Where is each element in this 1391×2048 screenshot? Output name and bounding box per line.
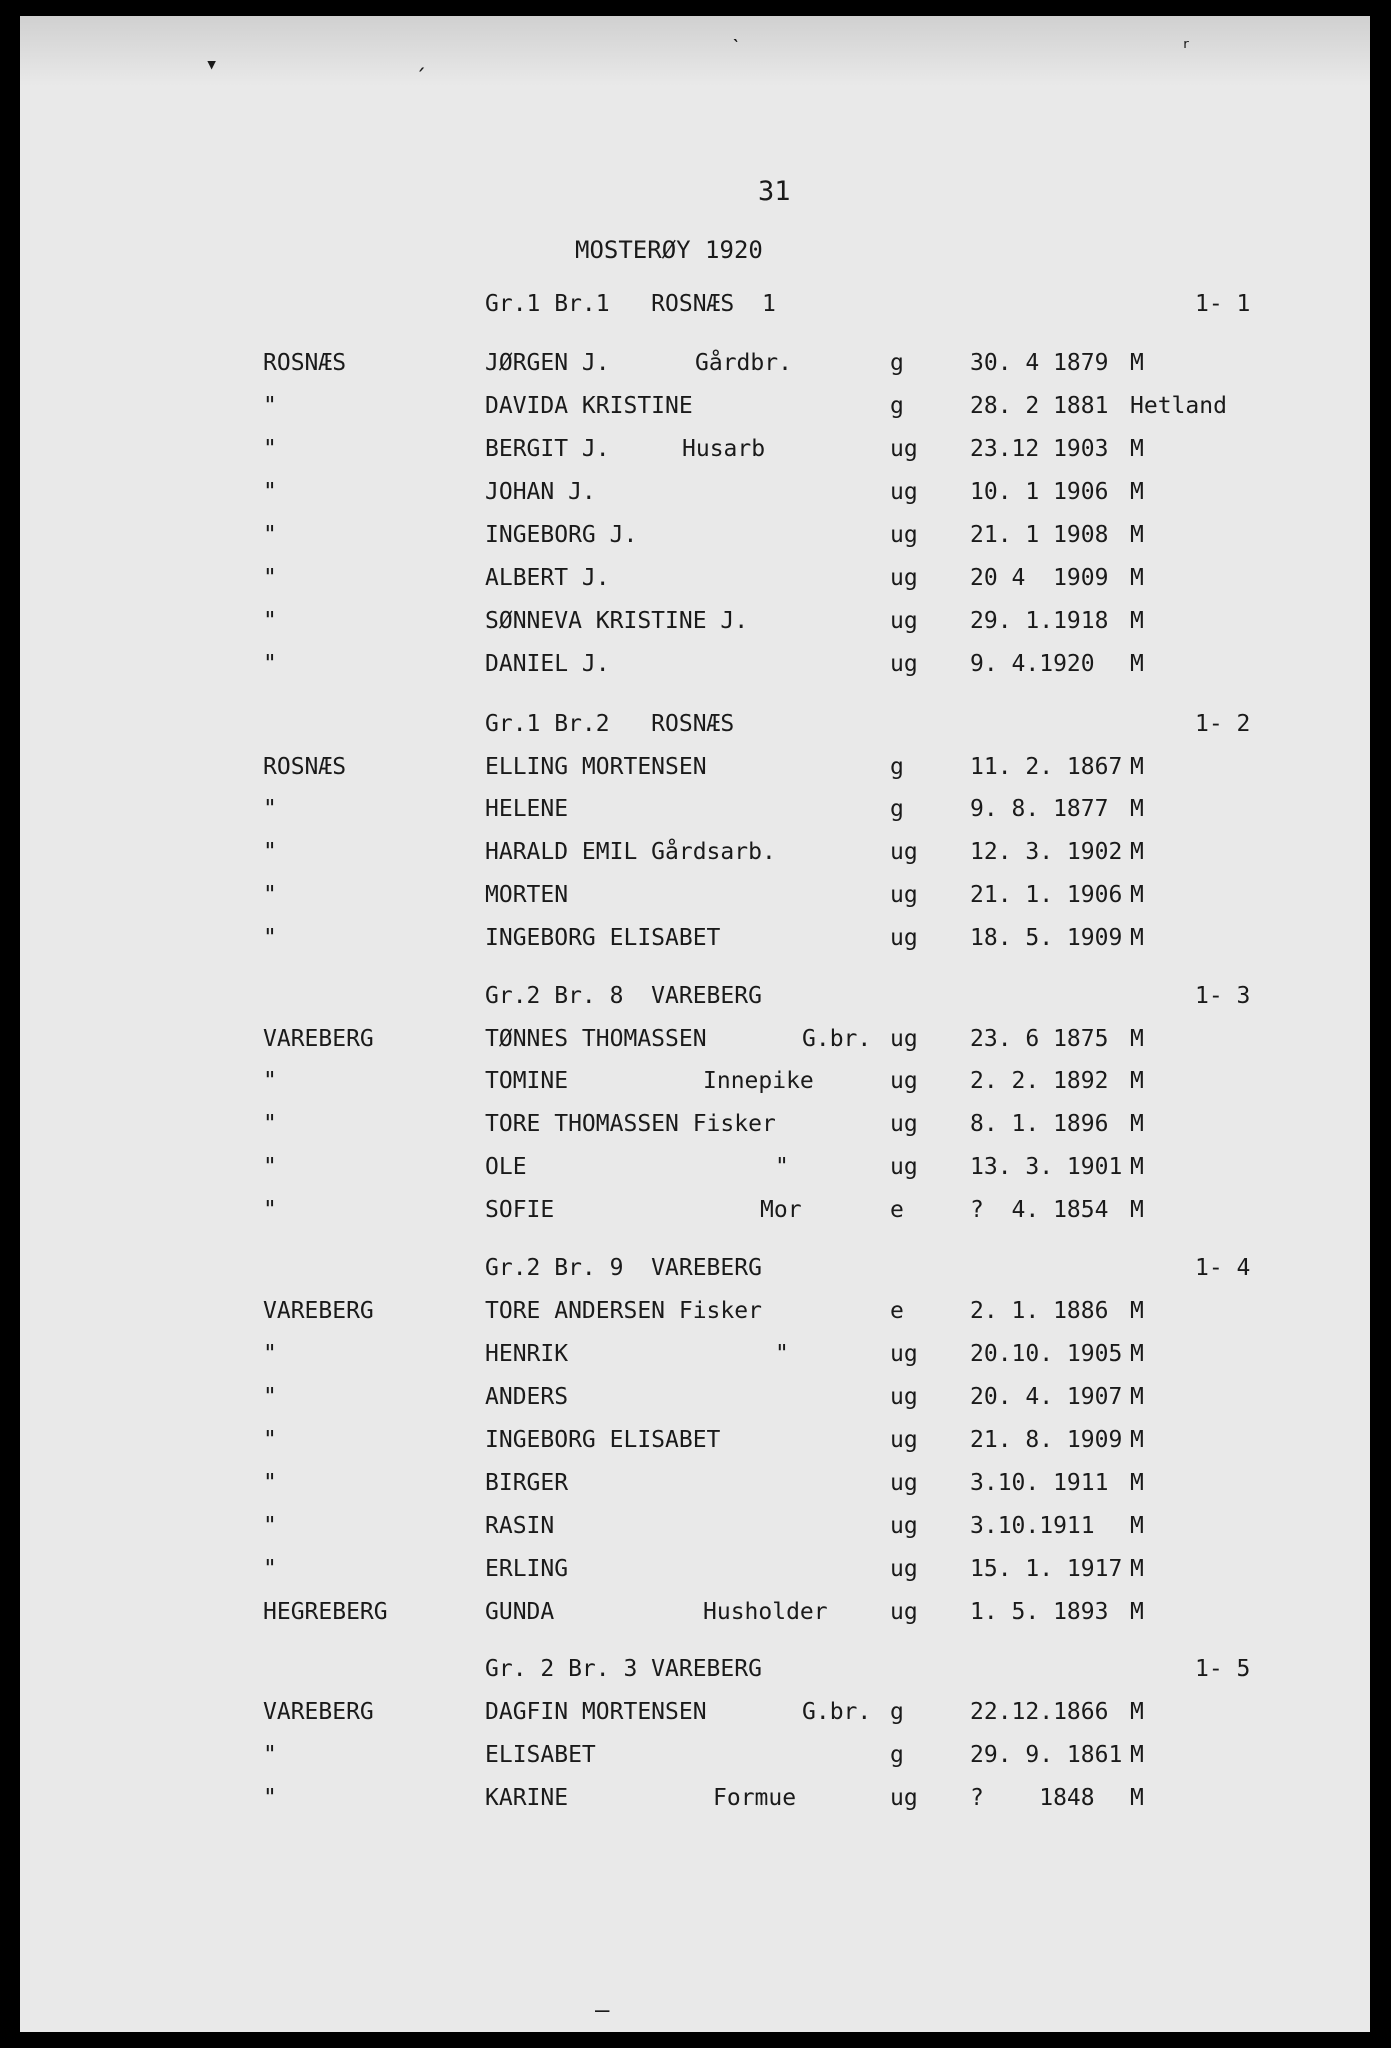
place-cell: HEGREBERG bbox=[263, 1599, 388, 1625]
birth-date-cell: 11. 2. 1867 bbox=[970, 754, 1123, 780]
name-cell: DAVIDA KRISTINE bbox=[485, 393, 693, 419]
place-cell: " bbox=[263, 1068, 277, 1094]
name-cell: ALBERT J. bbox=[485, 565, 610, 591]
birth-date-cell: 3.10. 1911 bbox=[970, 1470, 1109, 1496]
name-cell: KARINE bbox=[485, 1785, 569, 1811]
name-cell: ERLING bbox=[485, 1556, 569, 1582]
residence-cell: M bbox=[1130, 1785, 1144, 1811]
occupation-cell: Husholder bbox=[703, 1599, 828, 1625]
household-number: 1- 4 bbox=[1195, 1255, 1251, 1281]
residence-cell: M bbox=[1130, 1298, 1144, 1324]
household-group-label: Gr.1 Br.1 ROSNÆS 1 bbox=[485, 291, 776, 317]
name-cell: TØNNES THOMASSEN bbox=[485, 1026, 707, 1052]
birth-date-cell: 3.10.1911 bbox=[970, 1513, 1095, 1539]
occupation-cell: G.br. bbox=[802, 1026, 872, 1052]
place-cell: " bbox=[263, 1197, 277, 1223]
occupation-cell: Mor bbox=[760, 1197, 802, 1223]
marital-status-cell: ug bbox=[890, 1427, 918, 1453]
person-row bbox=[20, 522, 1370, 556]
person-row bbox=[20, 479, 1370, 513]
name-cell: JOHAN J. bbox=[485, 479, 596, 505]
household-group-label: Gr.1 Br.2 ROSNÆS bbox=[485, 711, 735, 737]
name-cell: INGEBORG ELISABET bbox=[485, 925, 721, 951]
person-row bbox=[20, 350, 1370, 384]
place-cell: " bbox=[263, 608, 277, 634]
residence-cell: M bbox=[1130, 565, 1144, 591]
birth-date-cell: 13. 3. 1901 bbox=[970, 1154, 1123, 1180]
occupation-cell: Gårdbr. bbox=[695, 350, 792, 376]
marital-status-cell: ug bbox=[890, 839, 918, 865]
residence-cell: M bbox=[1130, 1384, 1144, 1410]
marital-status-cell: ug bbox=[890, 925, 918, 951]
residence-cell: M bbox=[1130, 1742, 1144, 1768]
person-row bbox=[20, 1556, 1370, 1590]
person-row bbox=[20, 1384, 1370, 1418]
document-page bbox=[20, 16, 1370, 2032]
person-row bbox=[20, 1785, 1370, 1819]
person-row bbox=[20, 1427, 1370, 1461]
marital-status-cell: g bbox=[890, 796, 904, 822]
residence-cell: M bbox=[1130, 925, 1144, 951]
marital-status-cell: ug bbox=[890, 436, 918, 462]
name-cell: BIRGER bbox=[485, 1470, 569, 1496]
scan-speck: ˏ bbox=[415, 46, 429, 71]
household-number: 1- 1 bbox=[1195, 291, 1251, 317]
name-cell: DAGFIN MORTENSEN bbox=[485, 1699, 707, 1725]
person-row bbox=[20, 651, 1370, 685]
marital-status-cell: ug bbox=[890, 608, 918, 634]
footer-mark: — bbox=[595, 1996, 610, 2024]
residence-cell: M bbox=[1130, 1026, 1144, 1052]
person-row bbox=[20, 1026, 1370, 1060]
name-cell: TOMINE bbox=[485, 1068, 569, 1094]
birth-date-cell: 2. 2. 1892 bbox=[970, 1068, 1109, 1094]
name-cell: HARALD EMIL Gårdsarb. bbox=[485, 839, 776, 865]
residence-cell: M bbox=[1130, 1470, 1144, 1496]
place-cell: VAREBERG bbox=[263, 1026, 374, 1052]
person-row bbox=[20, 1513, 1370, 1547]
scan-speck: ˋ bbox=[730, 36, 744, 61]
place-cell: " bbox=[263, 796, 277, 822]
birth-date-cell: 9. 8. 1877 bbox=[970, 796, 1109, 822]
household-number: 1- 2 bbox=[1195, 711, 1251, 737]
residence-cell: M bbox=[1130, 1556, 1144, 1582]
occupation-cell: Formue bbox=[713, 1785, 797, 1811]
place-cell: " bbox=[263, 1341, 277, 1367]
household-group-label: Gr.2 Br. 9 VAREBERG bbox=[485, 1255, 762, 1281]
residence-cell: M bbox=[1130, 1699, 1144, 1725]
name-cell: HENRIK bbox=[485, 1341, 569, 1367]
place-cell: " bbox=[263, 1154, 277, 1180]
marital-status-cell: ug bbox=[890, 1111, 918, 1137]
place-cell: " bbox=[263, 651, 277, 677]
birth-date-cell: 22.12.1866 bbox=[970, 1699, 1109, 1725]
marital-status-cell: ug bbox=[890, 522, 918, 548]
name-cell: TORE THOMASSEN Fisker bbox=[485, 1111, 776, 1137]
place-cell: " bbox=[263, 436, 277, 462]
residence-cell: M bbox=[1130, 1197, 1144, 1223]
residence-cell: M bbox=[1130, 1154, 1144, 1180]
name-cell: JØRGEN J. bbox=[485, 350, 610, 376]
person-row bbox=[20, 565, 1370, 599]
residence-cell: M bbox=[1130, 1068, 1144, 1094]
name-cell: RASIN bbox=[485, 1513, 555, 1539]
place-cell: " bbox=[263, 1470, 277, 1496]
residence-cell: M bbox=[1130, 436, 1144, 462]
marital-status-cell: ug bbox=[890, 479, 918, 505]
birth-date-cell: 15. 1. 1917 bbox=[970, 1556, 1123, 1582]
birth-date-cell: 30. 4 1879 bbox=[970, 350, 1109, 376]
birth-date-cell: 29. 1.1918 bbox=[970, 608, 1109, 634]
residence-cell: M bbox=[1130, 754, 1144, 780]
person-row bbox=[20, 1068, 1370, 1102]
document-title: MOSTERØY 1920 bbox=[575, 236, 763, 264]
place-cell: " bbox=[263, 1742, 277, 1768]
place-cell: " bbox=[263, 1556, 277, 1582]
person-row bbox=[20, 1470, 1370, 1504]
scan-speck: ʳ bbox=[1180, 36, 1194, 61]
occupation-cell: Husarb bbox=[682, 436, 766, 462]
marital-status-cell: e bbox=[890, 1298, 904, 1324]
residence-cell: M bbox=[1130, 1427, 1144, 1453]
person-row bbox=[20, 882, 1370, 916]
birth-date-cell: 2. 1. 1886 bbox=[970, 1298, 1109, 1324]
occupation-cell: " bbox=[775, 1154, 789, 1180]
residence-cell: M bbox=[1130, 1599, 1144, 1625]
person-row bbox=[20, 839, 1370, 873]
place-cell: VAREBERG bbox=[263, 1699, 374, 1725]
household-header bbox=[20, 1656, 1370, 1690]
household-header bbox=[20, 711, 1370, 745]
person-row bbox=[20, 1341, 1370, 1375]
marital-status-cell: ug bbox=[890, 1556, 918, 1582]
residence-cell: M bbox=[1130, 479, 1144, 505]
place-cell: ROSNÆS bbox=[263, 754, 347, 780]
marital-status-cell: ug bbox=[890, 1513, 918, 1539]
residence-cell: M bbox=[1130, 608, 1144, 634]
household-header bbox=[20, 983, 1370, 1017]
name-cell: SØNNEVA KRISTINE J. bbox=[485, 608, 749, 634]
person-row bbox=[20, 1742, 1370, 1776]
birth-date-cell: 20. 4. 1907 bbox=[970, 1384, 1123, 1410]
birth-date-cell: 20 4 1909 bbox=[970, 565, 1109, 591]
birth-date-cell: 10. 1 1906 bbox=[970, 479, 1109, 505]
place-cell: " bbox=[263, 882, 277, 908]
person-row bbox=[20, 925, 1370, 959]
scan-speck: ▾ bbox=[205, 52, 219, 77]
marital-status-cell: g bbox=[890, 1742, 904, 1768]
place-cell: " bbox=[263, 839, 277, 865]
household-group-label: Gr. 2 Br. 3 VAREBERG bbox=[485, 1656, 762, 1682]
marital-status-cell: ug bbox=[890, 1026, 918, 1052]
name-cell: ELISABET bbox=[485, 1742, 596, 1768]
person-row bbox=[20, 754, 1370, 788]
marital-status-cell: g bbox=[890, 350, 904, 376]
birth-date-cell: 20.10. 1905 bbox=[970, 1341, 1123, 1367]
place-cell: " bbox=[263, 522, 277, 548]
household-header bbox=[20, 1255, 1370, 1289]
residence-cell: M bbox=[1130, 651, 1144, 677]
residence-cell: M bbox=[1130, 1513, 1144, 1539]
birth-date-cell: 1. 5. 1893 bbox=[970, 1599, 1109, 1625]
occupation-cell: Innepike bbox=[703, 1068, 814, 1094]
place-cell: " bbox=[263, 1513, 277, 1539]
residence-cell: M bbox=[1130, 882, 1144, 908]
person-row bbox=[20, 1111, 1370, 1145]
marital-status-cell: ug bbox=[890, 1384, 918, 1410]
person-row bbox=[20, 1699, 1370, 1733]
marital-status-cell: g bbox=[890, 393, 904, 419]
residence-cell: M bbox=[1130, 1341, 1144, 1367]
name-cell: BERGIT J. bbox=[485, 436, 610, 462]
birth-date-cell: 21. 1. 1906 bbox=[970, 882, 1123, 908]
marital-status-cell: ug bbox=[890, 1470, 918, 1496]
name-cell: ELLING MORTENSEN bbox=[485, 754, 707, 780]
household-number: 1- 3 bbox=[1195, 983, 1251, 1009]
birth-date-cell: ? 4. 1854 bbox=[970, 1197, 1109, 1223]
name-cell: HELENE bbox=[485, 796, 569, 822]
residence-cell: M bbox=[1130, 839, 1144, 865]
person-row bbox=[20, 1154, 1370, 1188]
name-cell: INGEBORG J. bbox=[485, 522, 638, 548]
residence-cell: M bbox=[1130, 796, 1144, 822]
household-number: 1- 5 bbox=[1195, 1656, 1251, 1682]
person-row bbox=[20, 1298, 1370, 1332]
person-row bbox=[20, 436, 1370, 470]
occupation-cell: " bbox=[775, 1341, 789, 1367]
birth-date-cell: 8. 1. 1896 bbox=[970, 1111, 1109, 1137]
name-cell: OLE bbox=[485, 1154, 527, 1180]
marital-status-cell: ug bbox=[890, 882, 918, 908]
birth-date-cell: 23. 6 1875 bbox=[970, 1026, 1109, 1052]
household-group-label: Gr.2 Br. 8 VAREBERG bbox=[485, 983, 762, 1009]
place-cell: " bbox=[263, 925, 277, 951]
birth-date-cell: 21. 8. 1909 bbox=[970, 1427, 1123, 1453]
birth-date-cell: 18. 5. 1909 bbox=[970, 925, 1123, 951]
birth-date-cell: 9. 4.1920 bbox=[970, 651, 1095, 677]
name-cell: GUNDA bbox=[485, 1599, 555, 1625]
name-cell: SOFIE bbox=[485, 1197, 555, 1223]
marital-status-cell: g bbox=[890, 754, 904, 780]
place-cell: " bbox=[263, 1785, 277, 1811]
household-header bbox=[20, 291, 1370, 325]
residence-cell: M bbox=[1130, 1111, 1144, 1137]
residence-cell: M bbox=[1130, 522, 1144, 548]
place-cell: " bbox=[263, 1111, 277, 1137]
person-row bbox=[20, 1599, 1370, 1633]
birth-date-cell: 12. 3. 1902 bbox=[970, 839, 1123, 865]
marital-status-cell: ug bbox=[890, 1154, 918, 1180]
marital-status-cell: g bbox=[890, 1699, 904, 1725]
residence-cell: M bbox=[1130, 350, 1144, 376]
place-cell: " bbox=[263, 1427, 277, 1453]
place-cell: ROSNÆS bbox=[263, 350, 347, 376]
name-cell: TORE ANDERSEN Fisker bbox=[485, 1298, 762, 1324]
marital-status-cell: ug bbox=[890, 1341, 918, 1367]
place-cell: " bbox=[263, 1384, 277, 1410]
residence-cell: Hetland bbox=[1130, 393, 1227, 419]
marital-status-cell: ug bbox=[890, 1068, 918, 1094]
marital-status-cell: ug bbox=[890, 565, 918, 591]
marital-status-cell: ug bbox=[890, 1599, 918, 1625]
place-cell: " bbox=[263, 565, 277, 591]
name-cell: DANIEL J. bbox=[485, 651, 610, 677]
person-row bbox=[20, 796, 1370, 830]
scan-shadow bbox=[20, 16, 1370, 86]
birth-date-cell: ? 1848 bbox=[970, 1785, 1095, 1811]
place-cell: VAREBERG bbox=[263, 1298, 374, 1324]
name-cell: MORTEN bbox=[485, 882, 569, 908]
person-row bbox=[20, 393, 1370, 427]
name-cell: INGEBORG ELISABET bbox=[485, 1427, 721, 1453]
page-number: 31 bbox=[758, 176, 791, 207]
marital-status-cell: e bbox=[890, 1197, 904, 1223]
person-row bbox=[20, 1197, 1370, 1231]
birth-date-cell: 23.12 1903 bbox=[970, 436, 1109, 462]
birth-date-cell: 29. 9. 1861 bbox=[970, 1742, 1123, 1768]
marital-status-cell: ug bbox=[890, 1785, 918, 1811]
place-cell: " bbox=[263, 479, 277, 505]
person-row bbox=[20, 608, 1370, 642]
birth-date-cell: 21. 1 1908 bbox=[970, 522, 1109, 548]
place-cell: " bbox=[263, 393, 277, 419]
birth-date-cell: 28. 2 1881 bbox=[970, 393, 1109, 419]
occupation-cell: G.br. bbox=[802, 1699, 872, 1725]
name-cell: ANDERS bbox=[485, 1384, 569, 1410]
marital-status-cell: ug bbox=[890, 651, 918, 677]
